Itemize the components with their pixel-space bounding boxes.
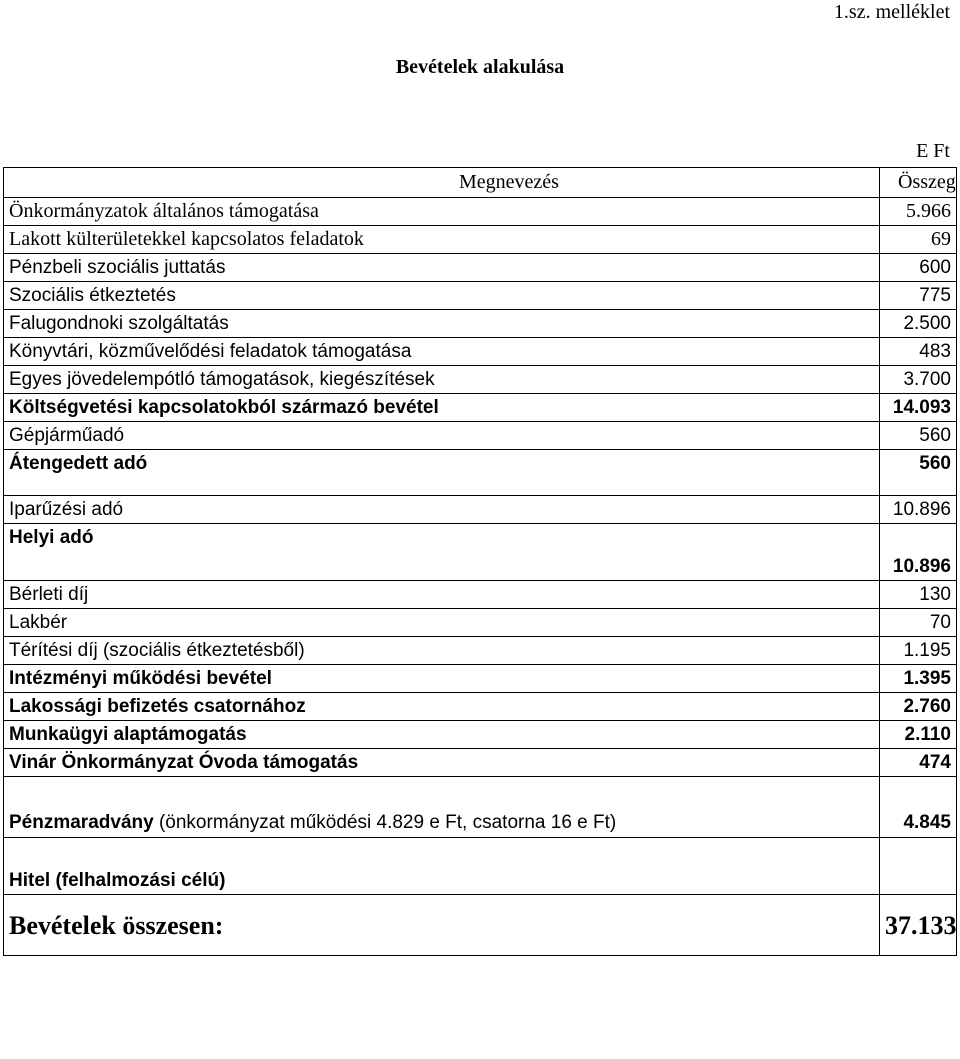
table-row — [4, 422, 957, 450]
penzmaradvany-label: Pénzmaradvány — [9, 812, 154, 833]
row-name: Átengedett adó — [4, 450, 880, 496]
row-name: Pénzbeli szociális juttatás — [4, 254, 880, 282]
row-amount: 130 — [880, 581, 957, 609]
row-amount: 600 — [880, 254, 957, 282]
revenue-table — [3, 167, 957, 956]
row-name: Költségvetési kapcsolatokból származó bevétel — [4, 394, 880, 422]
table-row — [4, 693, 957, 721]
table-row — [4, 721, 957, 749]
hitel-label: Hitel (felhalmozási célú) — [4, 838, 880, 895]
row-amount: 560 — [880, 450, 957, 496]
row-amount: 775 — [880, 282, 957, 310]
row-amount: 69 — [880, 226, 957, 254]
row-name: Intézményi működési bevétel — [4, 665, 880, 693]
row-name: Térítési díj (szociális étkeztetésből) — [4, 637, 880, 665]
row-amount: 560 — [880, 422, 957, 450]
table-row — [4, 394, 957, 422]
row-name: Helyi adó — [4, 524, 880, 581]
total-row — [4, 895, 957, 956]
header-amount: Összeg — [880, 168, 957, 198]
row-amount: 70 — [880, 609, 957, 637]
header-name: Megnevezés — [4, 168, 880, 198]
row-amount: 10.896 — [880, 496, 957, 524]
table-row — [4, 338, 957, 366]
hitel-amount — [880, 838, 957, 895]
row-name: Iparűzési adó — [4, 496, 880, 524]
table-row — [4, 496, 957, 524]
table-row — [4, 665, 957, 693]
table-row — [4, 226, 957, 254]
table-header-row — [4, 168, 957, 198]
total-label: Bevételek összesen: — [4, 895, 880, 956]
row-amount: 2.760 — [880, 693, 957, 721]
row-amount: 3.700 — [880, 366, 957, 394]
row-name: Lakossági befizetés csatornához — [4, 693, 880, 721]
table-row — [4, 637, 957, 665]
row-name: Egyes jövedelempótló támogatások, kiegészítések — [4, 366, 880, 394]
penzmaradvany-amount: 4.845 — [880, 777, 957, 838]
row-name: Gépjárműadó — [4, 422, 880, 450]
table-row — [4, 282, 957, 310]
annex-label: 1.sz. melléklet — [833, 1, 950, 23]
page-title: Bevételek alakulása — [395, 56, 565, 78]
row-amount: 483 — [880, 338, 957, 366]
table-row — [4, 450, 957, 496]
row-name: Bérleti díj — [4, 581, 880, 609]
table-row — [4, 749, 957, 777]
penzmaradvany-note: (önkormányzat működési 4.829 e Ft, csatorna 16 e Ft) — [153, 812, 617, 833]
table-row — [4, 524, 957, 581]
total-amount: 37.133 — [880, 895, 957, 956]
table-row — [4, 254, 957, 282]
row-name: Szociális étkeztetés — [4, 282, 880, 310]
unit-label: E Ft — [916, 140, 950, 162]
row-amount: 5.966 — [880, 198, 957, 226]
table-row — [4, 609, 957, 637]
penzmaradvany-row — [4, 777, 957, 838]
row-amount: 1.195 — [880, 637, 957, 665]
row-name: Könyvtári, közművelődési feladatok támogatása — [4, 338, 880, 366]
row-name: Lakott külterületekkel kapcsolatos feladatok — [4, 226, 880, 254]
row-name: Önkormányzatok általános támogatása — [4, 198, 880, 226]
row-name: Lakbér — [4, 609, 880, 637]
row-amount: 2.110 — [880, 721, 957, 749]
row-name: Falugondnoki szolgáltatás — [4, 310, 880, 338]
penzmaradvany-cell — [4, 777, 880, 838]
row-amount: 474 — [880, 749, 957, 777]
row-name: Vinár Önkormányzat Óvoda támogatás — [4, 749, 880, 777]
row-amount: 10.896 — [880, 524, 957, 581]
row-amount: 14.093 — [880, 394, 957, 422]
hitel-row — [4, 838, 957, 895]
table-row — [4, 581, 957, 609]
table-row — [4, 366, 957, 394]
table-row — [4, 198, 957, 226]
table-row — [4, 310, 957, 338]
row-amount: 2.500 — [880, 310, 957, 338]
row-name: Munkaügyi alaptámogatás — [4, 721, 880, 749]
row-amount: 1.395 — [880, 665, 957, 693]
